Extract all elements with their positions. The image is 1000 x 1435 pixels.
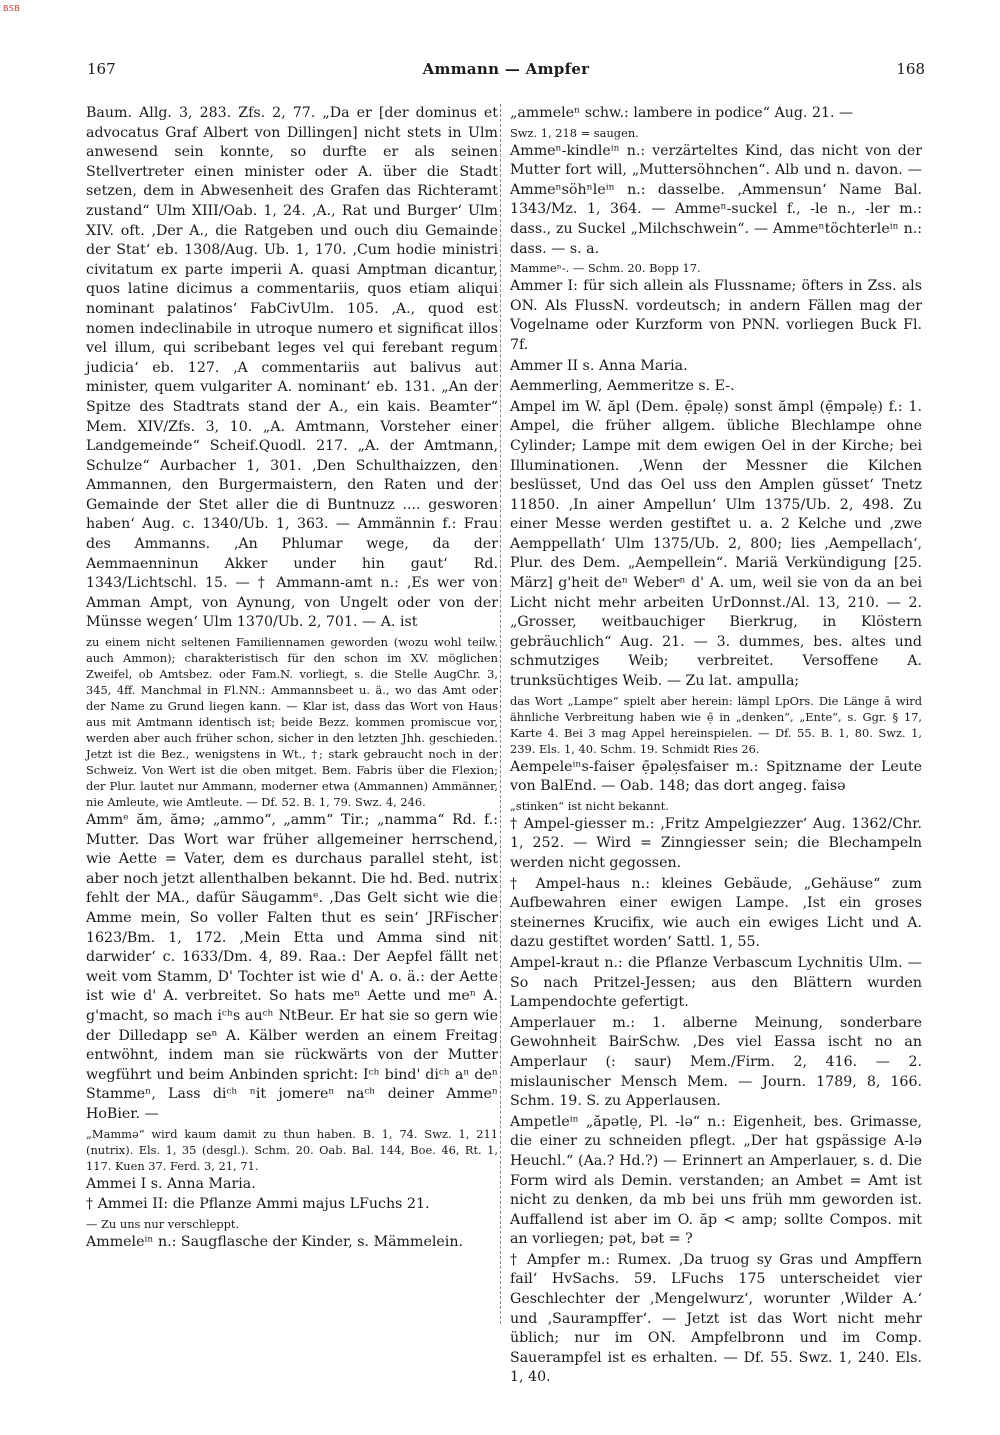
entry-aemmerling: Aemmerling, Aemmeritze s. E-.: [510, 378, 735, 395]
right-column: [510, 104, 922, 1389]
page-header: [87, 60, 925, 84]
entry-ammelen: „ammeleⁿ schw.: lambere in podice“ Aug. 21. —: [510, 105, 854, 121]
entry-ampel-note: das Wort „Lampe“ spielt aber herein: lämpl LpOrs. Die Länge ā wird ähnliche Verbreitung haben wie ẹ̄ in „denken“, „Ente“, s. Ggr. § 17, Karte 4. Bei 3 mag Appel hereinspielen. — Df. 55. B. 1, 80. Swz. 1, 239. Els. 1, 40. Schm. 19. Schmidt Ries 26.: [510, 693, 922, 756]
entry-ammann-note: zu einem nicht seltenen Familiennamen geworden (wozu wohl teilw. auch Ammon); charakteristisch für den schon im XV. möglichen Zweifel, ob Amtsbez. oder Fam.N. vorliegt, s. die Stelle AugChr. 3, 345, 4ff. Manchmal in Fl.NN.: Ammannsbeet u. ä., wo das Amt oder der Name zu Grund liegen kann. — Klar ist, dass das Wort von Haus aus mit Amtmann identisch ist; beide Bezz. kommen promiscue vor, werden aber auch früher schon, sicher in den letzten Jhh. geschieden. Jetzt ist die Bez., wenigstens in Wt., †; stark gebraucht noch in der Schweiz. Von Wert ist die oben mitget. Bem. Fabris über die Flexion; der Plur. lautet nur Ammann, moderner etwa (Ammannen) Ammänner, nie Amleute, wie Amtleute. — Df. 52. B. 1, 79. Swz. 4, 246.: [86, 635, 498, 810]
entry-ampetlein: Ampetleⁱⁿ „ăpətlẹ, Pl. -lə“ n.: Eigenheit, bes. Grimasse, die einer zu schneiden pflegt. „Der hat gspässige A-lə Heuchl.“ (Aa.? Hd.?) — Erinnert an Amperlauer, s. d. Die Form wird als Demin. verstanden; an Ambet = Amt ist nicht zu denken, da mb bei uns früh mm geworden ist. Auffallend ist aber im O. ăp < amp; sollte Compos. mit an vorliegen; pət, bət = ?: [510, 1113, 922, 1248]
entry-ammei-2-note: — Zu uns nur verschleppt.: [86, 1216, 240, 1231]
entry-ammer-2: Ammer II s. Anna Maria.: [510, 357, 688, 374]
entry-ammen-kindlein: Ammeⁿ-kindleⁱⁿ n.: verzärteltes Kind, das nicht von der Mutter fort will, „Muttersöhnchen“. Alb und n. davon. — Ammeⁿsöhⁿleⁱⁿ n.: dasselbe. ‚Ammensun‘ Name Bal. 1343/Mz. 1, 364. — Ammeⁿ-suckel f., -le n., -ler m.: dass., zu Suckel „Milchschwein“. — Ammeⁿtöchterleⁱⁿ n.: dass. — s. a.: [510, 142, 922, 257]
entry-ampel-giesser: † Ampel-giesser m.: ‚Fritz Ampelgiezzer‘ Aug. 1362/Chr. 1, 252. — Wird = Zinngiesser sein; die Blechampeln werden nicht gegossen.: [510, 815, 922, 871]
entry-ammei-2: † Ammei II: die Pflanze Ammi majus LFuchs 21.: [86, 1196, 430, 1213]
entry-ammelen-note: Swz. 1, 218 = saugen.: [510, 125, 639, 140]
entry-aempeleins-faiser: Aempeleⁱⁿs-faiser ẹ̄pəlẹsfaiser m.: Spitzname der Leute von BalEnd. — Oab. 148; das dort angeg. faisə: [510, 758, 922, 795]
entry-ampfer: † Ampfer m.: Rumex. ‚Da truog sy Gras und Ampffern fail‘ HvSachs. 59. LFuchs 175 unterscheidet vier Geschlechter der ‚Mengelwurz‘, worunter ‚Wilder A.‘ und ‚Saurampffer‘. — Jetzt ist das Wort nicht mehr üblich; nur im ON. Ampfelbronn und im Comp. Sauerampfel ist es erhalten. — Df. 55. Swz. 1, 240. Els. 1, 40.: [510, 1251, 922, 1386]
entry-amperlauer: Amperlauer m.: 1. alberne Meinung, sonderbare Gewohnheit BairSchw. ‚Des viel Eassa ischt no an Amperlaur (: saur) Mem./Firm. 2, 416. — 2. mislaunischer Mensch Mem. — Journ. 1789, 8, 166. Schm. 19. S. zu Apperlausen.: [510, 1014, 922, 1110]
page-number-left: 167: [87, 60, 116, 78]
entry-aempeleins-faiser-note: „stinken“ ist nicht bekannt.: [510, 798, 669, 813]
entry-ammann-continued: Baum. Allg. 3, 283. Zfs. 2, 77. „Da er [der dominus et advocatus Graf Albert von Dillingen] nicht stets in Ulm anwesend sein konnte, so durfte er als seinen Stellvertreter einen minister oder A. über die Stadt setzen, dem in Abwesenheit des Grafen das Richteramt zustand“ Ulm XIII/Oab. 1, 24. ‚A., Rat und Burger‘ Ulm XIV. oft. ‚Der A., die Ratgeben und ouch diu Gemainde der Stat‘ eb. 1308/Aug. Ub. 1, 170. ‚Cum hodie ministri civitatum ex parte imperii A. quasi Amptman dicantur, quos latine dicimus a commentariis, quos etiam aliqui nominant palatinos‘ FabCivUlm. 105. ‚A., quod est nomen indeclinabile in utroque numero et significat illos vel illum, qui scribebant leges vel qui ferebant regum judicia‘ eb. 127. ‚A commentariis aut balivus aut minister, quem vulgariter A. nominant‘ eb. 131. „An der Spitze des Stadtrats stand der A., ein kais. Beamter“ Mem. XIV/Zfs. 3, 10. „A. Amtmann, Vorsteher einer Landgemeinde“ Scheif.Quodl. 217. „A. der Amtmann, Schulze“ Aurbacher 1, 301. ‚Den Schulthaizzen, den Ammannen, den Burgermaistern, den Raten und der Gemainde der Stet aller die di Buntnuzz .... gesworen haben‘ Aug. c. 1340/Ub. 1, 363. — Ammännin f.: Frau des Ammanns. ‚An Phlumar wege, da der Aemmaenninun Akker under hin gaut‘ Rd. 1343/Lichtschl. 15. — † Ammann-amt n.: ‚Es wer von Amman Ampt, von Aynung, von Ungelt oder von der Münsse wegen‘ Ulm 1370/Ub. 2, 701. — A. ist: [86, 105, 498, 631]
page-number-right: 168: [896, 60, 925, 78]
entry-ammei-1: Ammei I s. Anna Maria.: [86, 1175, 256, 1192]
entry-ammer-1: Ammer I: für sich allein als Flussname; öfters in Zss. als ON. Als FlussN. vordeutsch; in andern Fällen mag der Vogelname oder Kurzform von PNN. vorliegen Buck Fl. 7f.: [510, 278, 922, 353]
left-column: [86, 104, 498, 1253]
entry-amme-note: „Mammə“ wird kaum damit zu thun haben. B. 1, 74. Swz. 1, 211 (nutrix). Els. 1, 35 (desgl.). Schm. 20. Oab. Bal. 144, Boe. 46, Rt. 1, 117. Kuen 37. Ferd. 3, 21, 71.: [86, 1126, 498, 1173]
entry-ampel-kraut: Ampel-kraut n.: die Pflanze Verbascum Lychnitis Ulm. — So nach Pritzel-Jessen; aus den Blättern wurden Lampendochte gefertigt.: [510, 954, 922, 1011]
column-divider: [500, 104, 501, 1324]
entry-ammen-kindlein-note: Mammeⁿ-. — Schm. 20. Bopp 17.: [510, 261, 701, 276]
entry-ampel: Ampel im W. ăpl (Dem. ẹ̄pəlẹ) sonst ămpl (ẹ̄mpəlẹ) f.: 1. Ampel, die früher allgem. übliche Blechlampe ohne Cylinder; Lampe mit dem ewigen Oel in der Kirche; bei Illuminationen. ‚Wenn der Messner die Kilchen beslüsset, Und das Oel uss den Amplen güsset‘ Tnetz 11850. ‚In ainer Ampellun‘ Ulm 1375/Ub. 2, 498. Zu einer Messe werden gestiftet u. a. 2 Kelche und ‚zwe Aemppellath‘ Ulm 1375/Ub. 2, 800; lies ‚Aempellach‘, Plur. des Dem. „Aempellein“. Mariä Verkündigung [25. März] g'heit deⁿ Weberⁿ d' A. um, weil sie von da an bei Licht nicht mehr arbeiten UrDonnst./Al. 13, 210. — 2. „Grosser, weitbauchiger Bierkrug, in Klöstern gebräuchlich“ Aug. 21. — 3. dummes, bes. altes und schmutziges Weib; verbreitet. Versoffene A. trunksüchtiges Weib. — Zu lat. ampulla;: [510, 398, 922, 690]
entry-ampel-haus: † Ampel-haus n.: kleines Gebäude, „Gehäuse“ zum Aufbewahren einer ewigen Lampe. ‚Ist ein groses steinernes Krucifix, wie auch ein ewiges Licht und A. dazu gestiftet worden‘ Sattl. 1, 55.: [510, 875, 922, 951]
library-stamp: BSB: [3, 4, 21, 13]
entry-ammelein: Ammeleⁱⁿ n.: Saugflasche der Kinder, s. Mämmelein.: [86, 1233, 463, 1250]
entry-amme: Ammᵉ ăm, ămə; „ammo“, „amm“ Tir.; „namma“ Rd. f.: Mutter. Das Wort war früher allgemeiner herrschend, wie Aette = Vater, dem es durchaus parallel steht, ist aber noch jetzt allenthalben bekannt. Die hd. Bed. nutrix fehlt der MA., dafür Säugammᵉ. ‚Das Gelt sicht wie die Amme mein, So voller Falten thut es sein‘ JRFischer 1623/Bm. 1, 172. ‚Mein Etta und Amma sind nit darwider‘ c. 1633/Dm. 4, 89. Raa.: Der Aepfel fällt net weit vom Stamm, D' Tochter ist wie d' A. o. ä.: der Aette ist wie d' A. verbreitet. So hats meⁿ Aette und meⁿ A. g'macht, so mach iᶜʰs auᶜʰ NtBeur. Er hat sie so gern wie der Dilledapp seⁿ A. Kälber werden an einem Freitag entwöhnt, indem man sie rückwärts von der Mutter wegführt und beim Anbinden spricht: Iᶜʰ bind' diᶜʰ aⁿ deⁿ Stammeⁿ, Lass diᶜʰ ⁿit jomereⁿ naᶜʰ deiner Ammeⁿ HoBier. —: [86, 812, 498, 1122]
running-head: Ammann — Ampfer: [422, 60, 590, 78]
